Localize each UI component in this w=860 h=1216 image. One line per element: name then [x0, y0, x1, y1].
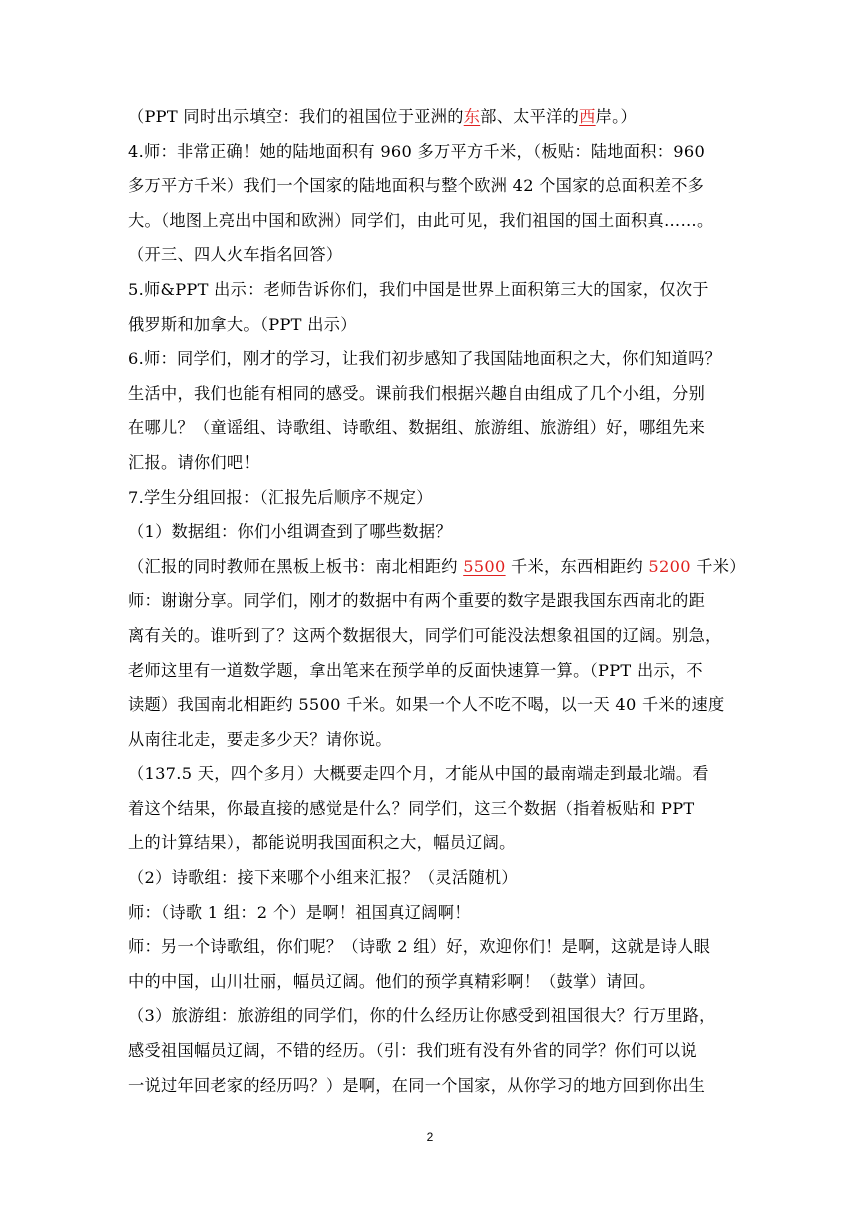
- text-line: （汇报的同时教师在黑板上板书：南北相距约 5500 千米，东西相距约 5200 千米）: [128, 556, 746, 576]
- text-line: 师：谢谢分享。同学们，刚才的数据中有两个重要的数字是跟我国东西南北的距: [128, 591, 706, 611]
- text-line: （开三、四人火车指名回答）: [128, 245, 343, 265]
- highlight-east: 东: [463, 107, 481, 126]
- text-line: 6.师：同学们，刚才的学习，让我们初步感知了我国陆地面积之大，你们知道吗？: [128, 349, 722, 369]
- text-line: 读题）我国南北相距约 5500 千米。如果一个人不吃不喝，以一天 40 千米的速度: [128, 695, 725, 715]
- text-line: 师：（诗歌 1 组：2 个）是啊！祖国真辽阔啊！: [128, 902, 471, 922]
- text-line: （137.5 天，四个多月）大概要走四个月，才能从中国的最南端走到最北端。看: [128, 764, 709, 784]
- text-line: 上的计算结果），都能说明我国面积之大，幅员辽阔。: [128, 833, 516, 853]
- highlight-west: 西: [579, 107, 596, 126]
- text-line: 汇报。请你们吧！: [128, 452, 260, 472]
- text-line: 感受祖国幅员辽阔，不错的经历。（引：我们班有没有外省的同学？你们可以说: [128, 1041, 697, 1061]
- text-line: 生活中，我们也能有相同的感受。课前我们根据兴趣自由组成了几个小组，分别: [128, 383, 706, 403]
- text-line: （3）旅游组：旅游组的同学们，你的什么经历让你感受到祖国很大？行万里路，: [128, 1006, 716, 1026]
- text-line: 中的中国，山川壮丽，幅员辽阔。他们的预学真精彩啊！（鼓掌）请回。: [128, 971, 656, 991]
- document-body: [128, 100, 746, 1103]
- text-line: 老师这里有一道数学题，拿出笔来在预学单的反面快速算一算。（PPT 出示，不: [128, 660, 703, 680]
- text-line: 一说过年回老家的经历吗？）是啊，在同一个国家，从你学习的地方回到你出生: [128, 1075, 706, 1095]
- text-line: 大。（地图上亮出中国和欧洲）同学们，由此可见，我们祖国的国土面积真……。: [128, 210, 714, 230]
- text-line: 多万平方千米）我们一个国家的陆地面积与整个欧洲 42 个国家的总面积差不多: [128, 176, 705, 196]
- highlight-5200: 5200: [648, 556, 691, 576]
- text-line: 俄罗斯和加拿大。（PPT 出示）: [128, 314, 357, 334]
- text-line: 7.学生分组回报：（汇报先后顺序不规定）: [128, 487, 433, 507]
- text-line: 着这个结果，你最直接的感觉是什么？同学们，这三个数据（指着板贴和 PPT: [128, 798, 695, 818]
- text-line: （PPT 同时出示填空：我们的祖国位于亚洲的东部、太平洋的西岸。）: [128, 107, 638, 126]
- text-line: 离有关的。谁听到了？这两个数据很大，同学们可能没法想象祖国的辽阔。别急，: [128, 625, 722, 645]
- text-line: 4.师：非常正确！她的陆地面积有 960 多万平方千米，（板贴：陆地面积：960: [128, 141, 706, 161]
- text-line: 从南往北走，要走多少天？请你说。: [128, 729, 392, 749]
- page-number: 2: [426, 1130, 434, 1144]
- highlight-5500: 5500: [463, 556, 506, 576]
- text-line: （2）诗歌组：接下来哪个小组来汇报？（灵活随机）: [128, 868, 518, 888]
- text-line: 在哪儿？（童谣组、诗歌组、诗歌组、数据组、旅游组、旅游组）好，哪组先来: [128, 418, 706, 438]
- text-line: 5.师&PPT 出示：老师告诉你们，我们中国是世界上面积第三大的国家，仅次于: [128, 279, 709, 299]
- text-line: （1）数据组：你们小组调查到了哪些数据？: [128, 522, 452, 542]
- text-line: 师：另一个诗歌组，你们呢？（诗歌 2 组）好，欢迎你们！是啊，这就是诗人眼: [128, 937, 711, 957]
